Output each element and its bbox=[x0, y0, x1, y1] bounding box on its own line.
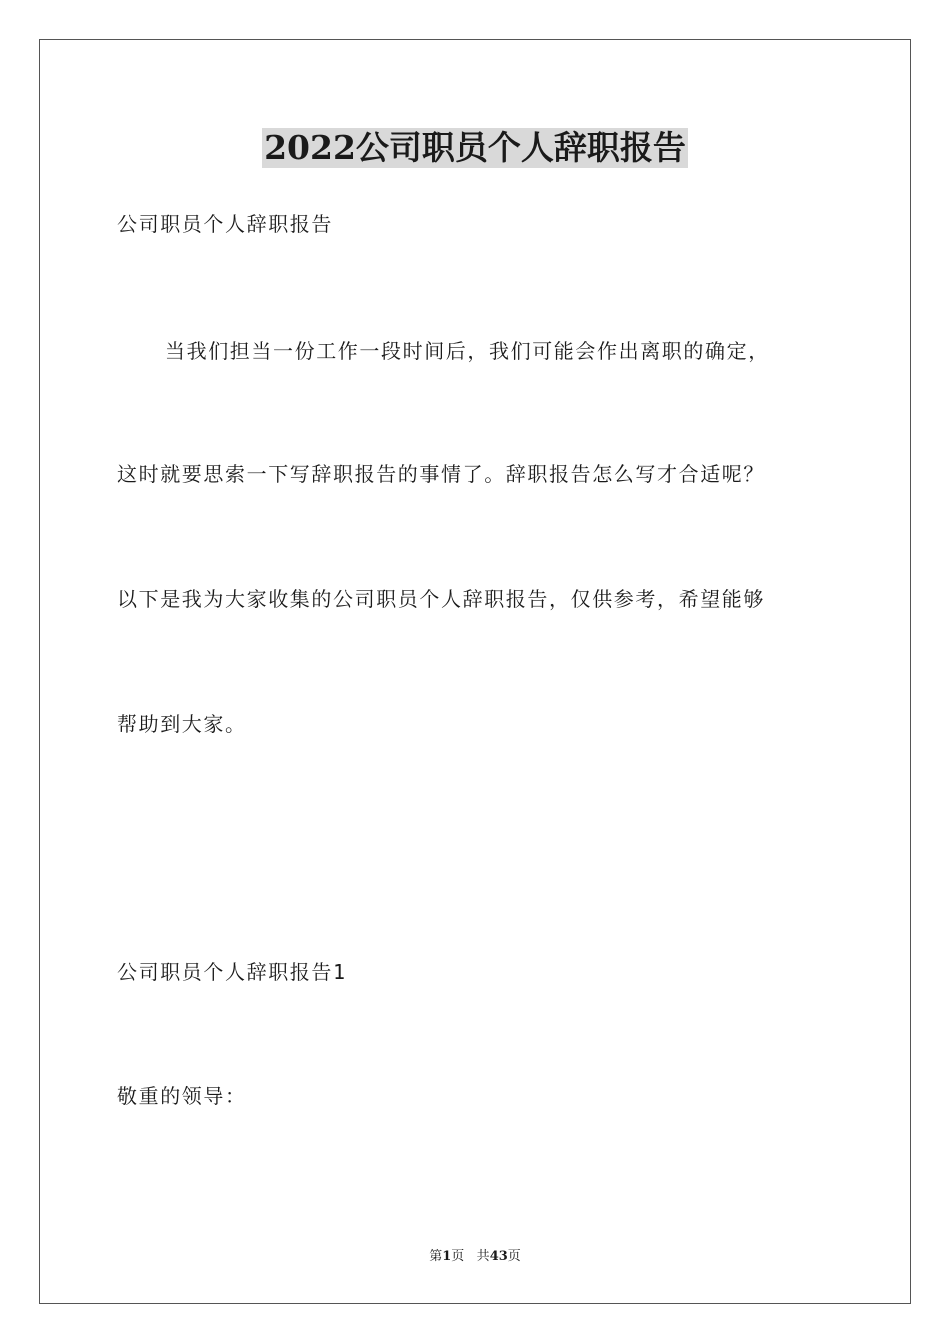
footer-total-suffix: 页 bbox=[507, 1249, 521, 1264]
paragraph-line-1: 当我们担当一份工作一段时间后，我们可能会作出离职的确定， bbox=[165, 339, 770, 363]
paragraph-line-3: 以下是我为大家收集的公司职员个人辞职报告，仅供参考，希望能够 bbox=[117, 587, 765, 611]
footer-page-suffix: 页 bbox=[451, 1249, 465, 1264]
footer-total-pages: 43 bbox=[489, 1249, 508, 1264]
document-title-text: 2022公司职员个人辞职报告 bbox=[264, 128, 686, 167]
page-footer bbox=[0, 1248, 950, 1266]
footer-page-prefix: 第 bbox=[429, 1249, 443, 1264]
document-title bbox=[0, 128, 950, 168]
section-heading: 公司职员个人辞职报告1 bbox=[117, 960, 347, 984]
paragraph-line-4: 帮助到大家。 bbox=[117, 712, 247, 736]
salutation: 敬重的领导： bbox=[117, 1084, 247, 1108]
footer-total-prefix: 共 bbox=[476, 1249, 490, 1264]
paragraph-line-2: 这时就要思索一下写辞职报告的事情了。辞职报告怎么写才合适呢？ bbox=[117, 462, 765, 486]
document-subtitle: 公司职员个人辞职报告 bbox=[117, 212, 333, 236]
footer-page-number: 1 bbox=[442, 1249, 452, 1264]
